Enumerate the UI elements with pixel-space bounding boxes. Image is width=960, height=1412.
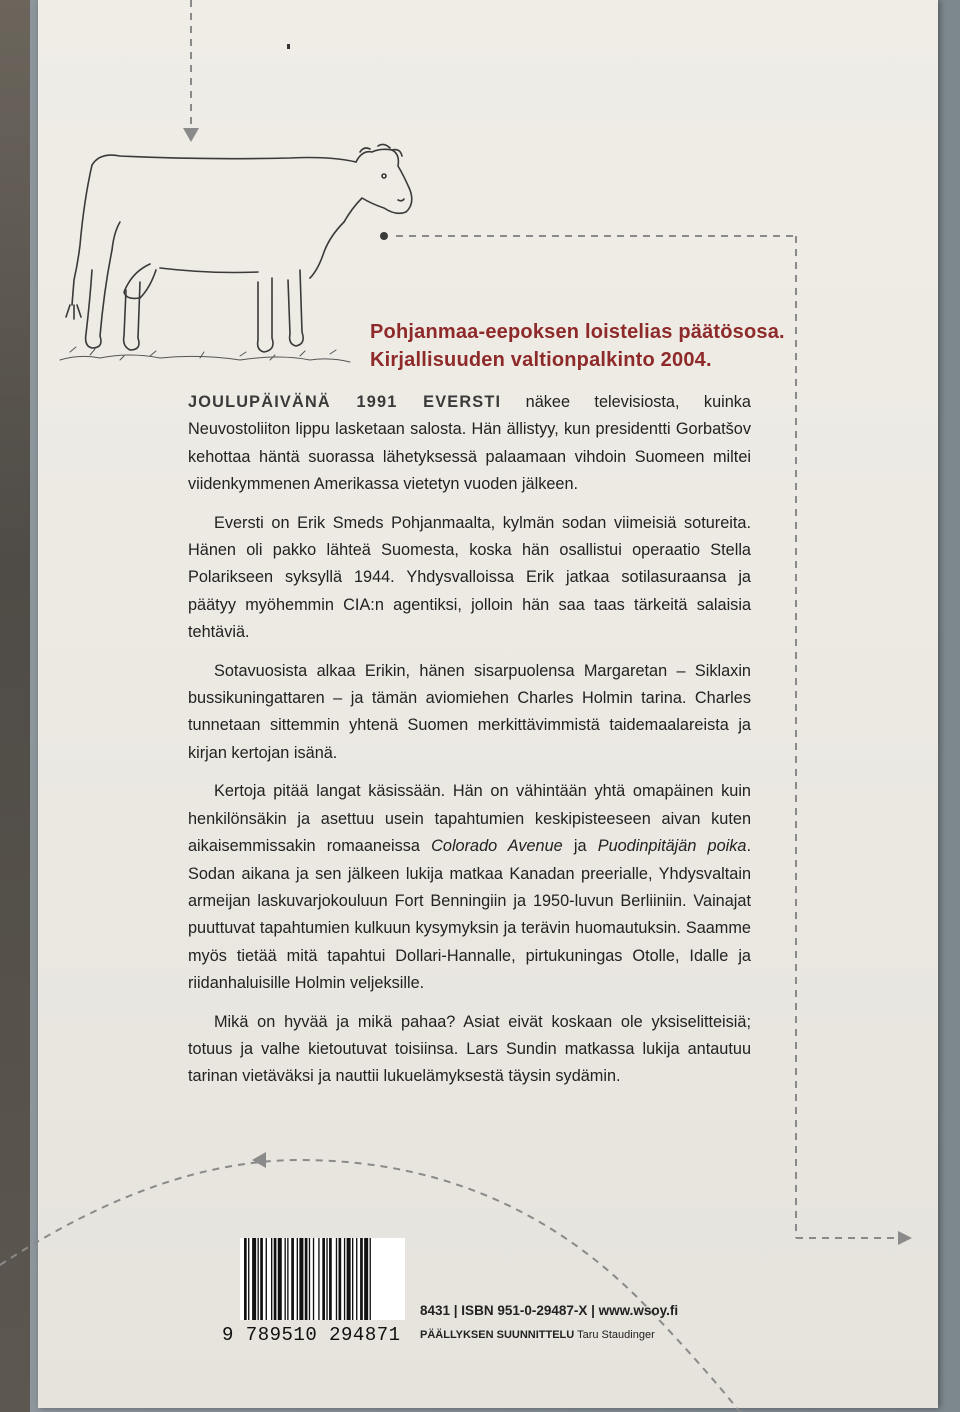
barcode-bar — [309, 1238, 310, 1320]
paragraph-4-text-a: Kertoja pitää langat käsissään. Hän on vähintään yhtä omapäinen kuin henkilönsäkin ja asettuu usein tapahtumien keskipisteeseen aivan kuten aikaisemmissakin romaaneissa — [188, 782, 751, 856]
barcode-bar — [248, 1238, 249, 1320]
paragraph-4 — [188, 778, 751, 997]
barcode-bar — [258, 1238, 259, 1320]
barcode-bar — [313, 1238, 314, 1320]
barcode-bar — [356, 1238, 357, 1320]
barcode-bar — [318, 1238, 319, 1320]
barcode-bar — [299, 1238, 303, 1320]
arrow-right-icon — [898, 1231, 912, 1245]
barcode-bar — [285, 1238, 286, 1320]
barcode-bar — [291, 1238, 294, 1320]
barcode-bar — [244, 1238, 247, 1320]
barcode-bar — [274, 1238, 277, 1320]
barcode-bar — [339, 1238, 342, 1320]
paragraph-4-text-c: . Sodan aikana ja sen jälkeen lukija matkaa Kanadan preerialle, Yhdysvaltain armeijan laskuvarjokouluun Fort Benningiin ja 1950-luvun Berliiniin. Vainajat puuttuvat tapahtumien kulkuun kysymyksin ja terävin huomautuksin. Saamme myös tietää mitä tapahtui Dollari-Hannalle, pirtukuningas Otolle, Idalle ja riidanhaluisille Holmin veljeksille. — [188, 837, 751, 993]
book-title-colorado-avenue: Colorado Avenue — [431, 837, 563, 856]
barcode-bar — [297, 1238, 298, 1320]
barcode-bar — [336, 1238, 337, 1320]
barcode-bar — [260, 1238, 263, 1320]
arrow-left-icon — [252, 1152, 266, 1168]
barcode-bar — [344, 1238, 345, 1320]
barcode-bar — [287, 1238, 288, 1320]
barcode-bar — [347, 1238, 351, 1320]
barcode-bar — [252, 1238, 256, 1320]
paragraph-5: Mikä on hyvää ja mikä pahaa? Asiat eivät koskaan ole yksiselitteisiä; totuus ja valhe kietoutuvat toisiinsa. Lars Sundin matkassa lukija antautuu tarinan vietäväksi ja nauttii lukuelämyksestä täysin sydämin. — [188, 1012, 751, 1086]
barcode — [240, 1238, 405, 1320]
book-title-puodinpitajan-poika: Puodinpitäjän poika — [597, 837, 747, 856]
design-label: PÄÄLLYKSEN SUUNNITTELU — [420, 1329, 575, 1341]
barcode-bar — [278, 1238, 282, 1320]
barcode-bar — [364, 1238, 368, 1320]
cover-design-credit — [420, 1329, 655, 1341]
paragraph-2: Eversti on Erik Smeds Pohjanmaalta, kylmän sodan viimeisiä sotureita. Hänen oli pakko lähteä Suomesta, koska hän osallistui operaatio Stella Polarikseen syksyllä 1944. Yhdysvalloissa Erik jatkaa sotilasuraansa ja päätyy myöhemmin CIA:n agentiksi, jolloin hän saa taas tärkeitä salaisia tehtäviä. — [188, 513, 751, 642]
paragraph-1 — [188, 389, 751, 499]
barcode-bar — [370, 1238, 371, 1320]
designer-name: Taru Staudinger — [577, 1329, 655, 1341]
tagline — [370, 318, 930, 374]
book-description — [188, 389, 751, 1102]
barcode-number: 9 789510 294871 — [222, 1324, 401, 1346]
cow-drawing — [60, 144, 412, 362]
lead-in-caps: JOULUPÄIVÄNÄ 1991 EVERSTI — [188, 393, 502, 411]
paragraph-1-text: näkee televisiosta, kuinka Neuvostoliiton lippu lasketaan salosta. Hän ällistyy, kun presidentti Gorbatšov kehottaa häntä suorassa lähetyksessä palaamaan vihdoin Suomeen miltei viidenkymmenen Amerikassa vietetyn vuoden jälkeen. — [188, 393, 751, 494]
barcode-bar — [305, 1238, 308, 1320]
barcode-bar — [352, 1238, 353, 1320]
paragraph-3: Sotavuosista alkaa Erikin, hänen sisarpuolensa Margaretan – Siklaxin bussikuningattaren – ja tämän aviomiehen Charles Holmin tarina. Charles tunnetaan sittemmin yhtenä Suomen merkittävimmistä taidemaalareista ja kirjan kertojan isänä. — [188, 661, 751, 762]
arrow-down-icon — [183, 128, 199, 142]
tagline-line-2: Kirjallisuuden valtionpalkinto 2004. — [370, 349, 712, 371]
barcode-bar — [271, 1238, 272, 1320]
paragraph-4-text-b: ja — [562, 837, 598, 856]
tagline-line-1: Pohjanmaa-eepoksen loistelias päätösosa. — [370, 321, 785, 343]
dot-icon — [380, 232, 388, 240]
barcode-bar — [326, 1238, 327, 1320]
barcode-bar — [360, 1238, 363, 1320]
isbn-line: 8431 | ISBN 951-0-29487-X | www.wsoy.fi — [420, 1303, 679, 1318]
barcode-bar — [266, 1238, 267, 1320]
barcode-bar — [329, 1238, 332, 1320]
barcode-bar — [322, 1238, 325, 1320]
